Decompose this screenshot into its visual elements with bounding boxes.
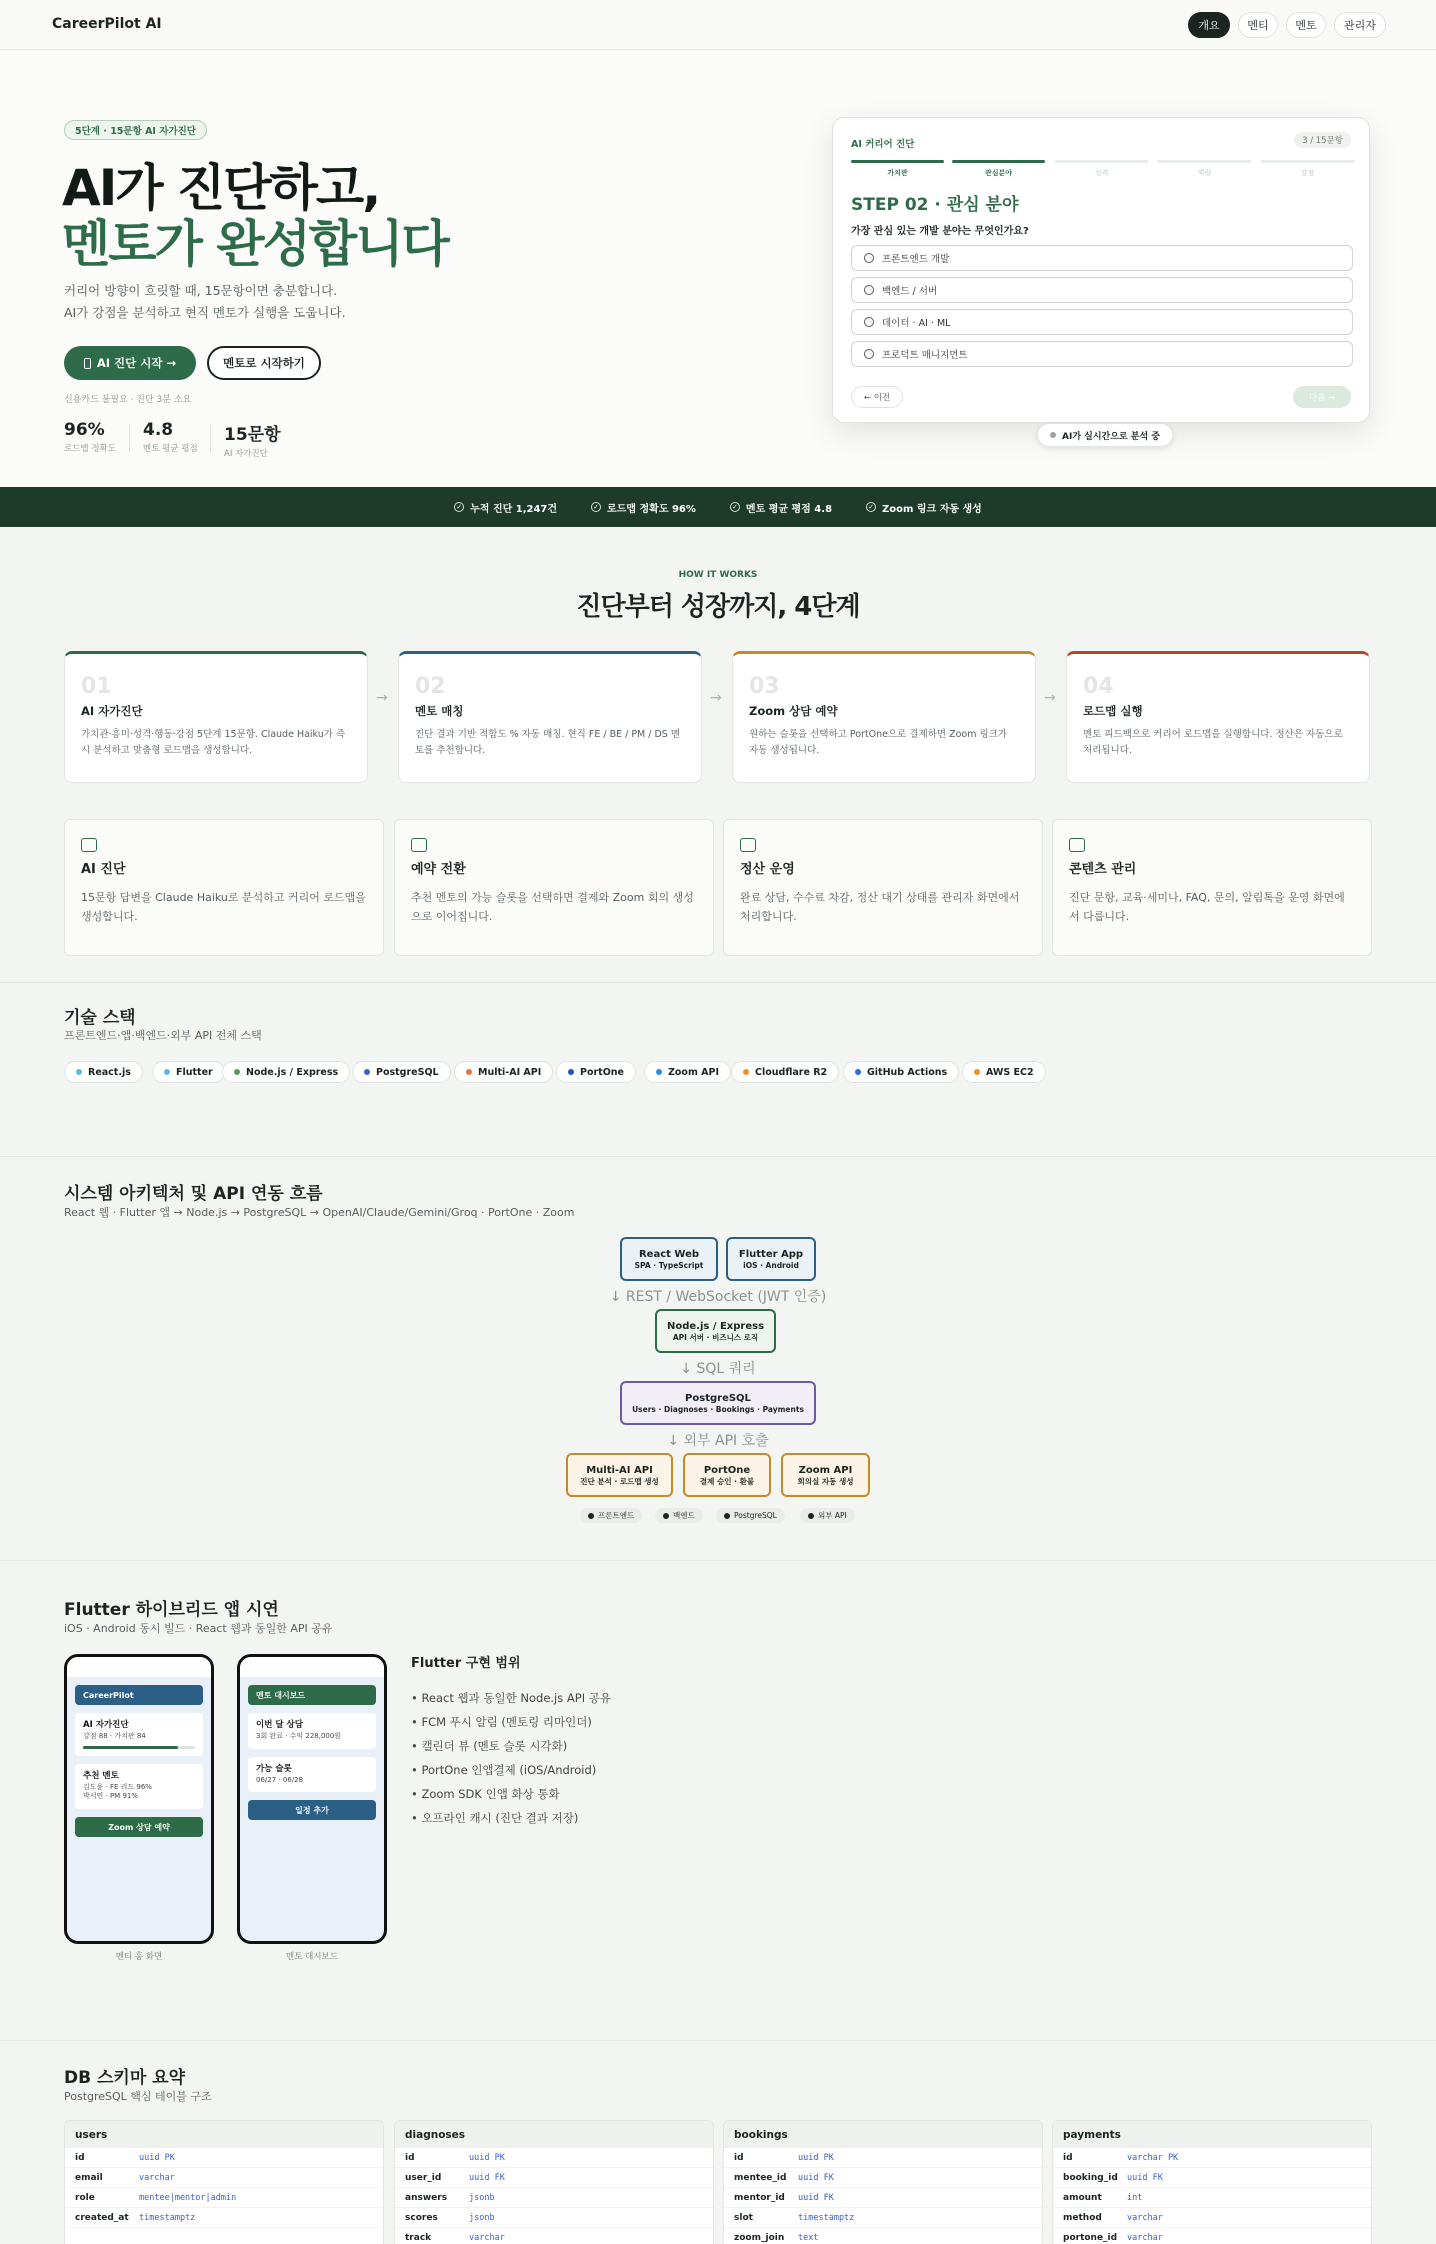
step-number: 04 (1083, 674, 1114, 699)
db-title: DB 스키마 요약 (64, 2068, 186, 2088)
stack-title: 기술 스택 (64, 1008, 136, 1028)
wallet-icon (740, 838, 756, 852)
table-row (1053, 2148, 1371, 2168)
node-sub: 결제 승인 · 환불 (699, 1476, 755, 1486)
band-text: 멘토 평균 평점 4.8 (745, 503, 833, 515)
ai-start-label: AI 진단 시작 → (96, 356, 177, 370)
column-type: uuid FK (798, 2172, 834, 2183)
hero-title-1: AI가 진단하고, (62, 159, 380, 217)
progress-fill (83, 1746, 178, 1749)
option-label: 프론트엔드 개발 (882, 254, 950, 265)
progress-segment (952, 160, 1045, 163)
stack-chip (644, 1061, 731, 1083)
chip-dot (234, 1069, 240, 1075)
stack-chip (962, 1061, 1046, 1083)
arch-subtitle: React 웹 · Flutter 앱 → Node.js → PostgreSQL → OpenAI/Claude/Gemini/Groq · PortOne · Zoom (64, 1206, 575, 1219)
robot-icon (81, 838, 97, 852)
step-title: Zoom 상담 예약 (749, 704, 838, 718)
card-text: 박서연 · PM 91% (83, 1792, 139, 1801)
band-item (866, 500, 982, 515)
chip-dot (164, 1069, 170, 1075)
step-card (64, 651, 368, 783)
legend-postgres (716, 1508, 785, 1523)
phone-header: 멘토 대시보드 (248, 1685, 376, 1705)
column-name: mentee_id (734, 2172, 787, 2183)
chip-label: Zoom API (668, 1066, 719, 1078)
column-type: int (1127, 2192, 1143, 2203)
arrow-right-icon: → (376, 690, 388, 706)
chip-label: Multi-AI API (478, 1066, 542, 1078)
segment-label: 관심분야 (984, 169, 1013, 177)
chip-label: AWS EC2 (986, 1066, 1034, 1078)
step-desc: 가치관·흥미·성격·행동·강점 5단계 15문항. Claude Haiku가 즉시 분석하고 맞춤형 로드맵을 생성합니다. (81, 729, 346, 756)
step-desc: 멘토 피드백으로 커리어 로드맵을 실행합니다. 정산은 자동으로 처리됩니다. (1083, 729, 1343, 756)
chip-label: Node.js / Express (246, 1066, 339, 1078)
nav-admin[interactable]: 관리자 (1334, 12, 1386, 38)
node-title: Zoom API (798, 1464, 853, 1476)
option-label: 데이터 · AI · ML (882, 318, 951, 329)
column-name: track (405, 2232, 432, 2243)
check-icon: ✓ (591, 502, 601, 512)
arch-title: 시스템 아키텍처 및 API 연동 흐름 (64, 1184, 323, 1204)
table-row (65, 2188, 383, 2208)
table-row (65, 2168, 383, 2188)
status-dot (1050, 432, 1056, 438)
legend-dot (808, 1513, 814, 1519)
legend-label: 백엔드 (673, 1511, 695, 1520)
step-title: STEP 02 · 관심 분야 (851, 195, 1019, 215)
scope-text: PortOne 인앱결제 (iOS/Android) (421, 1763, 597, 1777)
divider (0, 1156, 1436, 1157)
connector-label: ↓ REST / WebSocket (JWT 인증) (609, 1289, 827, 1305)
db-table (64, 2120, 384, 2244)
react-web-node (620, 1237, 718, 1281)
step-number: 02 (415, 674, 446, 699)
phone-card (75, 1764, 203, 1809)
legend-label: PostgreSQL (734, 1511, 777, 1520)
stat-divider (129, 424, 130, 452)
column-type: jsonb (469, 2212, 495, 2223)
column-name: scores (405, 2212, 438, 2223)
table-name: users (65, 2121, 383, 2148)
step-title: 로드맵 실행 (1083, 704, 1143, 718)
node-title: React Web (638, 1248, 700, 1260)
feature-card (723, 819, 1043, 956)
stack-subtitle: 프론트엔드·앱·백엔드·외부 API 전체 스택 (64, 1029, 262, 1042)
scope-item: • FCM 푸시 알림 (멘토링 리마인더) (411, 1715, 592, 1729)
step-title: 멘토 매칭 (415, 704, 464, 718)
stat-rating (143, 420, 198, 454)
column-name: mentor_id (734, 2192, 785, 2203)
stack-chip (152, 1061, 225, 1083)
column-name: role (75, 2192, 95, 2203)
arrow-right-icon: → (710, 690, 722, 706)
column-type: jsonb (469, 2192, 495, 2203)
feature-card (394, 819, 714, 956)
legend-label: 외부 API (818, 1511, 847, 1520)
scope-item: • 캘린더 뷰 (멘토 슬롯 시각화) (411, 1739, 568, 1753)
card-text: 김도윤 · FE 리드 96% (83, 1782, 152, 1791)
table-name: diagnoses (395, 2121, 713, 2148)
table-name: bookings (724, 2121, 1042, 2148)
table-row (395, 2168, 713, 2188)
column-name: booking_id (1063, 2172, 1118, 2183)
column-name: amount (1063, 2192, 1102, 2203)
mentor-phone-mockup (237, 1654, 387, 1944)
monitor-icon (1069, 838, 1085, 852)
chip-dot (743, 1069, 749, 1075)
add-schedule-button[interactable]: 일정 추가 (248, 1800, 376, 1820)
card-title: AI 자가진단 (83, 1720, 129, 1730)
hero-note: 신용카드 불필요 · 진단 3분 소요 (64, 395, 192, 405)
card-header: AI 커리어 진단 (851, 139, 915, 150)
phone-header: CareerPilot (75, 1685, 203, 1705)
ai-api-node (566, 1453, 673, 1497)
portone-node (683, 1453, 771, 1497)
table-row (65, 2208, 383, 2228)
card-text: 3회 완료 · 수익 228,000원 (256, 1731, 342, 1740)
divider (0, 1560, 1436, 1561)
column-type: uuid FK (1127, 2172, 1163, 2183)
hero-title-2: 멘토가 완성합니다 (62, 215, 448, 273)
option-label: 프로덕트 매니지먼트 (882, 350, 968, 361)
column-type: varchar (469, 2232, 505, 2243)
node-sub: 회의실 자동 생성 (797, 1476, 854, 1486)
feature-desc: 추천 멘토의 가능 슬롯을 선택하면 결제와 Zoom 회의 생성으로 이어집니다. (411, 891, 694, 923)
band-text: Zoom 링크 자동 생성 (882, 503, 982, 515)
table-row (65, 2148, 383, 2168)
table-row (1053, 2228, 1371, 2244)
check-icon: ✓ (730, 502, 740, 512)
next-button[interactable]: 다음 → (1293, 386, 1351, 408)
how-kicker: HOW IT WORKS (678, 570, 758, 580)
question-text: 가장 관심 있는 개발 분야는 무엇인가요? (851, 226, 1029, 237)
phone-card (75, 1713, 203, 1756)
connector-label: ↓ 외부 API 호출 (667, 1433, 769, 1449)
feature-desc: 진단 문항, 교육·세미나, FAQ, 문의, 알림톡을 운영 화면에서 다룹니다. (1069, 891, 1345, 923)
table-row (395, 2188, 713, 2208)
column-name: email (75, 2172, 103, 2183)
progress-segment (1261, 160, 1354, 163)
scope-text: FCM 푸시 알림 (멘토링 리마인더) (421, 1715, 592, 1729)
column-type: uuid FK (469, 2172, 505, 2183)
stat-label: AI 자가진단 (224, 449, 268, 459)
zoom-booking-button[interactable]: Zoom 상담 예약 (75, 1817, 203, 1837)
chip-label: Cloudflare R2 (755, 1066, 828, 1078)
card-text: 강점 88 · 가치관 84 (83, 1731, 146, 1740)
node-sub: API 서버 · 비즈니스 로직 (672, 1332, 759, 1342)
node-title: PostgreSQL (685, 1392, 751, 1404)
feature-title: 정산 운영 (740, 862, 795, 877)
feature-card (64, 819, 384, 956)
card-title: 추천 멘토 (83, 1770, 119, 1781)
column-type: varchar (139, 2172, 175, 2183)
column-type: text (798, 2232, 819, 2243)
phone-icon (84, 358, 91, 369)
table-row (395, 2148, 713, 2168)
band-item (591, 500, 696, 515)
option-label: 백엔드 / 서버 (882, 286, 938, 297)
stat-value: 4.8 (143, 420, 174, 440)
scope-text: 캘린더 뷰 (멘토 슬롯 시각화) (421, 1739, 568, 1753)
feature-desc: 완료 상담, 수수료 차감, 정산 대기 상태를 관리자 화면에서 처리합니다. (740, 891, 1020, 923)
scope-title: Flutter 구현 범위 (411, 1656, 521, 1671)
live-label: AI가 실시간으로 분석 중 (1062, 431, 1160, 442)
progress-track (83, 1746, 195, 1749)
legend-dot (724, 1513, 730, 1519)
legend-frontend (580, 1508, 642, 1523)
nav-overview[interactable]: 개요 (1188, 12, 1230, 38)
column-type: varchar (1127, 2232, 1163, 2243)
scope-text: React 웹과 동일한 Node.js API 공유 (421, 1691, 611, 1705)
chip-dot (974, 1069, 980, 1075)
legend-backend (655, 1508, 703, 1523)
chip-label: GitHub Actions (867, 1066, 948, 1078)
column-name: id (75, 2152, 85, 2163)
column-type: uuid PK (139, 2152, 175, 2163)
radio-icon (864, 349, 874, 359)
column-type: uuid PK (469, 2152, 505, 2163)
band-text: 로드맵 정확도 96% (607, 503, 696, 515)
option-product[interactable] (851, 341, 1353, 367)
table-row (1053, 2168, 1371, 2188)
table-row (395, 2228, 713, 2244)
phone-status-bar (240, 1657, 384, 1677)
column-name: slot (734, 2212, 753, 2223)
segment-label: 역량 (1197, 169, 1212, 177)
table-row (724, 2228, 1042, 2244)
logo[interactable]: CareerPilot AI (52, 16, 162, 32)
step-desc: 원하는 슬롯을 선택하고 PortOne으로 결제하면 Zoom 링크가 자동 생성됩니다. (749, 729, 1008, 756)
chip-dot (76, 1069, 82, 1075)
chip-dot (364, 1069, 370, 1075)
table-row (724, 2188, 1042, 2208)
card-title: 이번 달 상담 (256, 1720, 303, 1730)
column-name: zoom_join (734, 2232, 785, 2243)
stack-chip (843, 1061, 959, 1083)
column-name: id (734, 2152, 744, 2163)
step-number: 01 (81, 674, 112, 699)
column-type: varchar PK (1127, 2152, 1179, 2163)
chip-label: PostgreSQL (376, 1066, 439, 1078)
table-row (724, 2208, 1042, 2228)
table-row (724, 2168, 1042, 2188)
table-row (1053, 2208, 1371, 2228)
column-type: mentee|mentor|admin (139, 2192, 237, 2203)
band-item (454, 500, 557, 515)
column-type: uuid PK (798, 2152, 834, 2163)
legend-label: 프론트엔드 (598, 1511, 635, 1520)
how-title: 진단부터 성장까지, 4단계 (576, 592, 860, 622)
feature-title: 콘텐츠 관리 (1069, 862, 1137, 877)
chip-label: Flutter (176, 1066, 213, 1078)
legend-dot (588, 1513, 594, 1519)
chip-dot (568, 1069, 574, 1075)
option-data[interactable] (851, 309, 1353, 335)
mentor-start-button[interactable]: 멘토로 시작하기 (207, 346, 321, 380)
check-icon: ✓ (866, 502, 876, 512)
stat-value: 96% (64, 420, 105, 440)
stat-label: 로드맵 정확도 (64, 444, 116, 454)
table-name: payments (1053, 2121, 1371, 2148)
connector-label: ↓ SQL 쿼리 (680, 1361, 756, 1377)
db-table (1052, 2120, 1372, 2244)
segment-label: 가치관 (887, 169, 908, 177)
chip-label: PortOne (580, 1066, 624, 1078)
calendar-icon (411, 838, 427, 852)
step-card (398, 651, 702, 783)
stat-label: 멘토 평균 평점 (143, 444, 198, 454)
chip-dot (656, 1069, 662, 1075)
chip-dot (466, 1069, 472, 1075)
progress-segment (851, 160, 944, 163)
node-server-node (655, 1309, 776, 1353)
scope-item: • 오프라인 캐시 (진단 결과 저장) (411, 1811, 579, 1825)
column-type: uuid FK (798, 2192, 834, 2203)
option-frontend[interactable] (851, 245, 1353, 271)
table-row (395, 2208, 713, 2228)
legend-dot (663, 1513, 669, 1519)
stat-accuracy (64, 420, 116, 454)
chip-dot (855, 1069, 861, 1075)
stat-questions (224, 420, 281, 459)
ai-start-button[interactable] (64, 346, 196, 380)
hero-lead-1: 커리어 방향이 흐릿할 때, 15문항이면 충분합니다. (64, 283, 338, 298)
flutter-subtitle: iOS · Android 동시 빌드 · React 웹과 동일한 API 공유 (64, 1622, 333, 1635)
column-type: timestamptz (139, 2212, 196, 2223)
hero-lead-2: AI가 강점을 분석하고 현직 멘토가 실행을 도웁니다. (64, 305, 346, 320)
radio-icon (864, 253, 874, 263)
phone-caption: 멘토 대시보드 (286, 1952, 338, 1962)
node-sub: 진단 분석 · 로드맵 생성 (580, 1476, 659, 1486)
step-card (1066, 651, 1370, 783)
stats-band (0, 487, 1436, 527)
column-type: timestamptz (798, 2212, 855, 2223)
hero-pill: 5단계 · 15문항 AI 자가진단 (64, 120, 207, 140)
stat-divider (210, 424, 211, 452)
node-title: PortOne (703, 1464, 751, 1476)
chip-label: React.js (88, 1066, 131, 1078)
column-name: created_at (75, 2212, 129, 2223)
radio-icon (864, 285, 874, 295)
divider (0, 2040, 1436, 2041)
diagnosis-card (832, 117, 1370, 423)
db-table (394, 2120, 714, 2244)
scope-item: • React 웹과 동일한 Node.js API 공유 (411, 1691, 611, 1705)
postgres-node (620, 1381, 816, 1425)
step-card (732, 651, 1036, 783)
stack-chip (352, 1061, 451, 1083)
phone-status-bar (67, 1657, 211, 1677)
nav-mentee[interactable]: 멘티 (1238, 12, 1278, 38)
arrow-right-icon: → (1044, 690, 1056, 706)
feature-title: AI 진단 (81, 862, 126, 877)
progress-segment (1158, 160, 1251, 163)
node-sub: Users · Diagnoses · Bookings · Payments (632, 1404, 804, 1414)
check-icon: ✓ (454, 502, 464, 512)
band-text: 누적 진단 1,247건 (470, 503, 558, 515)
scope-text: Zoom SDK 인앱 화상 통화 (421, 1787, 560, 1801)
stack-chip (454, 1061, 553, 1083)
card-text: 06/27 · 06/28 (256, 1775, 304, 1784)
phone-caption: 멘티 홈 화면 (115, 1952, 163, 1962)
column-name: method (1063, 2212, 1102, 2223)
zoom-api-node (781, 1453, 870, 1497)
feature-desc: 15문항 답변을 Claude Haiku로 분석하고 커리어 로드맵을 생성합니다. (81, 891, 366, 923)
step-number: 03 (749, 674, 780, 699)
table-row (1053, 2188, 1371, 2208)
stack-chip (556, 1061, 636, 1083)
scope-text: 오프라인 캐시 (진단 결과 저장) (421, 1811, 579, 1825)
stat-value: 15문항 (224, 425, 281, 445)
segment-label: 성격 (1094, 169, 1109, 177)
feature-card (1052, 819, 1372, 956)
node-sub: SPA · TypeScript (634, 1260, 704, 1270)
segment-label: 강점 (1300, 169, 1315, 177)
step-title: AI 자가진단 (81, 704, 143, 718)
stack-chip (731, 1061, 839, 1083)
db-subtitle: PostgreSQL 핵심 테이블 구조 (64, 2090, 212, 2103)
scope-item: • PortOne 인앱결제 (iOS/Android) (411, 1763, 597, 1777)
scope-item: • Zoom SDK 인앱 화상 통화 (411, 1787, 560, 1801)
column-name: user_id (405, 2172, 442, 2183)
column-name: id (405, 2152, 415, 2163)
card-title: 가능 슬롯 (256, 1763, 292, 1774)
phone-card (248, 1757, 376, 1793)
flutter-app-node (726, 1237, 816, 1281)
column-name: answers (405, 2192, 448, 2203)
flutter-title: Flutter 하이브리드 앱 시연 (64, 1600, 279, 1620)
option-backend[interactable] (851, 277, 1353, 303)
step-desc: 진단 결과 기반 적합도 % 자동 매칭. 현직 FE / BE / PM / DS 멘토를 추천합니다. (415, 729, 681, 756)
divider (0, 982, 1436, 983)
radio-icon (864, 317, 874, 327)
legend-external (800, 1508, 855, 1523)
node-title: Flutter App (738, 1248, 804, 1260)
phone-card (248, 1713, 376, 1749)
mentee-phone-mockup (64, 1654, 214, 1944)
column-name: portone_id (1063, 2232, 1118, 2243)
stack-chip (64, 1061, 143, 1083)
table-row (724, 2148, 1042, 2168)
question-count: 3 / 15문항 (1294, 132, 1351, 148)
node-title: Node.js / Express (666, 1320, 765, 1332)
db-table (723, 2120, 1043, 2244)
column-name: id (1063, 2152, 1073, 2163)
band-item (730, 500, 832, 515)
scope-list (411, 1686, 611, 1830)
node-sub: iOS · Android (743, 1260, 799, 1270)
prev-button[interactable]: ← 이전 (851, 386, 903, 408)
node-title: Multi-AI API (586, 1464, 653, 1476)
live-analysis-badge (1038, 424, 1172, 446)
progress-segment (1055, 160, 1148, 163)
nav-mentor[interactable]: 멘토 (1286, 12, 1326, 38)
feature-title: 예약 전환 (411, 862, 466, 877)
column-type: varchar (1127, 2212, 1163, 2223)
stack-chip (222, 1061, 350, 1083)
